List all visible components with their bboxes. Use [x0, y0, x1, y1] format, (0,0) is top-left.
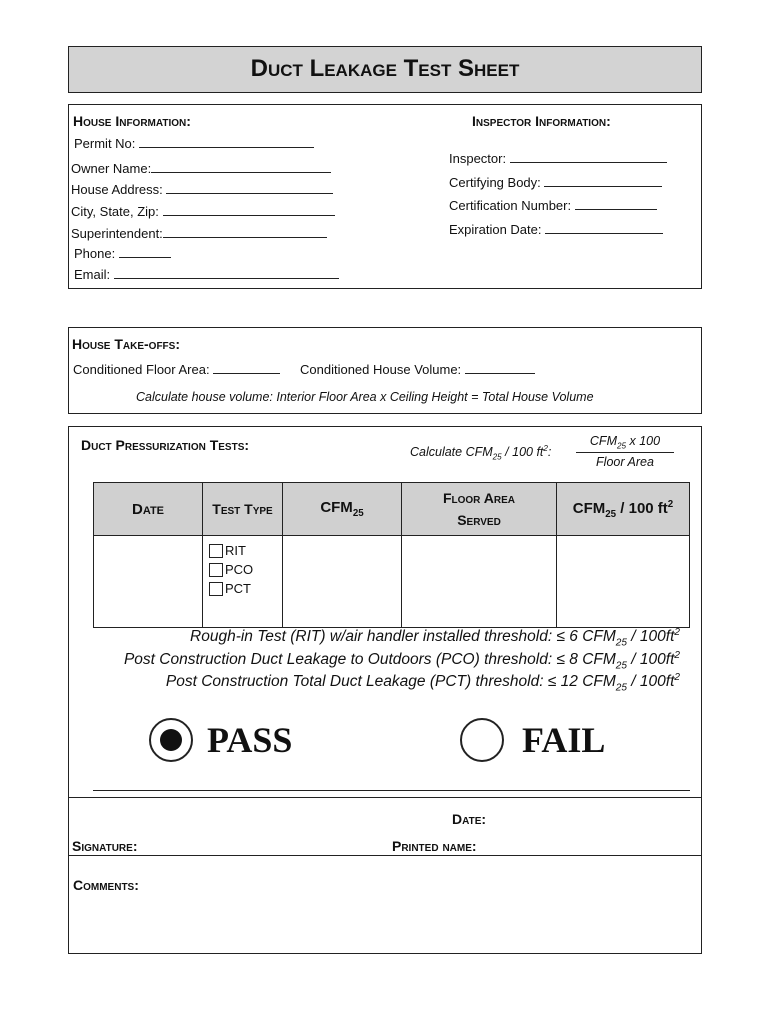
house-info-heading: House Information: [73, 113, 191, 129]
comments-label: Comments: [73, 877, 139, 893]
numerator-sub: 25 [616, 441, 627, 451]
checkbox-pct-label: PCT [225, 581, 251, 596]
checkbox-pco[interactable] [203, 560, 282, 579]
expiration-label: Expiration Date: [449, 222, 542, 237]
phone-label: Phone: [74, 246, 116, 261]
email-field[interactable] [74, 266, 339, 282]
col-cfm-label: CFM [320, 499, 353, 516]
checkbox-rit[interactable] [203, 541, 282, 560]
col-cfm-per-sup: 2 [667, 498, 674, 510]
permit-field[interactable] [74, 135, 314, 151]
calc-label-rest: / 100 ft [501, 445, 544, 460]
threshold-rit-unit: / 100ft [626, 628, 675, 646]
table-row [94, 536, 690, 628]
comments-field[interactable] [72, 902, 698, 950]
calc-label-sup: 2 [543, 444, 548, 453]
threshold-pco-sup: 2 [674, 650, 680, 661]
col-test-type [203, 483, 283, 536]
formula-numerator [576, 434, 674, 453]
address-label: House Address: [71, 182, 163, 197]
inspector-field[interactable] [449, 150, 667, 166]
house-volume-field[interactable] [300, 361, 535, 377]
certifying-body-label: Certifying Body: [449, 175, 541, 190]
table-header-row [94, 483, 690, 536]
calc-label [410, 444, 551, 462]
page-title: Duct Leakage Test Sheet [250, 55, 520, 82]
col-cfm-per-sub: 25 [605, 508, 617, 520]
city-field[interactable] [71, 203, 335, 219]
section-divider [68, 855, 702, 856]
threshold-pct-unit: / 100ft [626, 673, 675, 691]
col-floor-area [402, 483, 557, 536]
cell-date[interactable] [94, 536, 203, 628]
house-volume-label: Conditioned House Volume: [300, 362, 462, 377]
calc-label-text: Calculate CFM [410, 445, 493, 460]
checkbox-pco-label: PCO [225, 562, 254, 577]
threshold-rit-sub: 25 [615, 637, 627, 649]
email-label: Email: [74, 267, 111, 282]
threshold-pct [166, 672, 680, 693]
signature-line[interactable] [93, 790, 690, 791]
certifying-body-field[interactable] [449, 174, 662, 190]
col-cfm [283, 483, 402, 536]
checkbox-pct[interactable] [203, 579, 282, 598]
phone-field[interactable] [74, 245, 171, 261]
threshold-pco [124, 650, 680, 671]
radio-selected-dot-icon [160, 729, 182, 751]
threshold-pco-text: Post Construction Duct Leakage to Outdoors (PCO) threshold: ≤ 8 CFM [123, 651, 616, 669]
threshold-rit-sup: 2 [674, 627, 680, 638]
checkbox-rit-label: RIT [225, 543, 246, 558]
floor-area-field[interactable] [73, 361, 280, 377]
col-date-label: Date [131, 500, 165, 518]
fail-label: FAIL [522, 720, 606, 760]
numerator-rest: x 100 [626, 434, 661, 448]
city-label: City, State, Zip: [71, 204, 159, 219]
address-field[interactable] [71, 181, 333, 197]
threshold-pct-sup: 2 [674, 672, 680, 683]
expiration-field[interactable] [449, 221, 663, 237]
cell-floor-area[interactable] [402, 536, 557, 628]
col-cfm-per-label: CFM [572, 499, 606, 517]
superintendent-field[interactable] [71, 225, 327, 241]
threshold-pco-sub: 25 [615, 660, 627, 672]
cell-test-type [203, 536, 283, 628]
col-test-type-label: Test Type [212, 500, 273, 517]
fail-radio[interactable] [460, 718, 504, 762]
cell-cfm-per[interactable] [557, 536, 690, 628]
col-floor-area-line1: Floor Area [442, 490, 516, 506]
date-label: Date: [452, 811, 487, 827]
permit-label: Permit No: [74, 136, 136, 151]
numerator-text: CFM [589, 434, 617, 448]
col-date [94, 483, 203, 536]
printed-name-label: Printed name: [392, 838, 477, 854]
owner-label: Owner Name: [71, 161, 152, 176]
col-floor-area-line2: Served [457, 512, 501, 528]
pass-label: PASS [207, 720, 293, 760]
takeoffs-heading: House Take-offs: [72, 336, 180, 352]
col-cfm-per-rest: / 100 ft [616, 499, 668, 517]
checkbox-square-icon[interactable] [209, 544, 223, 558]
duct-test-table [93, 482, 690, 628]
threshold-pct-text: Post Construction Total Duct Leakage (PCT) threshold: ≤ 12 CFM [165, 673, 616, 691]
pass-radio[interactable] [149, 718, 193, 762]
checkbox-square-icon[interactable] [209, 563, 223, 577]
superintendent-label: Superintendent: [71, 226, 163, 241]
cell-cfm[interactable] [283, 536, 402, 628]
floor-area-label: Conditioned Floor Area: [73, 362, 210, 377]
checkbox-square-icon[interactable] [209, 582, 223, 596]
volume-formula: Calculate house volume: Interior Floor Area x Ceiling Height = Total House Volume [136, 390, 594, 404]
col-cfm-per [557, 483, 690, 536]
col-cfm-sub: 25 [352, 508, 364, 519]
cert-number-label: Certification Number: [449, 198, 572, 213]
calc-label-sub: 25 [492, 452, 502, 462]
owner-field[interactable] [71, 160, 331, 176]
title-bar [68, 46, 702, 93]
inspector-info-heading: Inspector Information: [472, 113, 611, 129]
cert-number-field[interactable] [449, 197, 657, 213]
duct-tests-heading: Duct Pressurization Tests: [81, 437, 250, 453]
inspector-label: Inspector: [449, 151, 507, 166]
threshold-rit-text: Rough-in Test (RIT) w/air handler installed threshold: ≤ 6 CFM [190, 628, 616, 646]
threshold-rit [190, 627, 680, 648]
signature-label: Signature: [72, 838, 138, 854]
formula-denominator: Floor Area [596, 455, 654, 469]
threshold-pco-unit: / 100ft [626, 651, 675, 669]
calc-colon: : [547, 445, 552, 460]
threshold-pct-sub: 25 [615, 682, 627, 694]
